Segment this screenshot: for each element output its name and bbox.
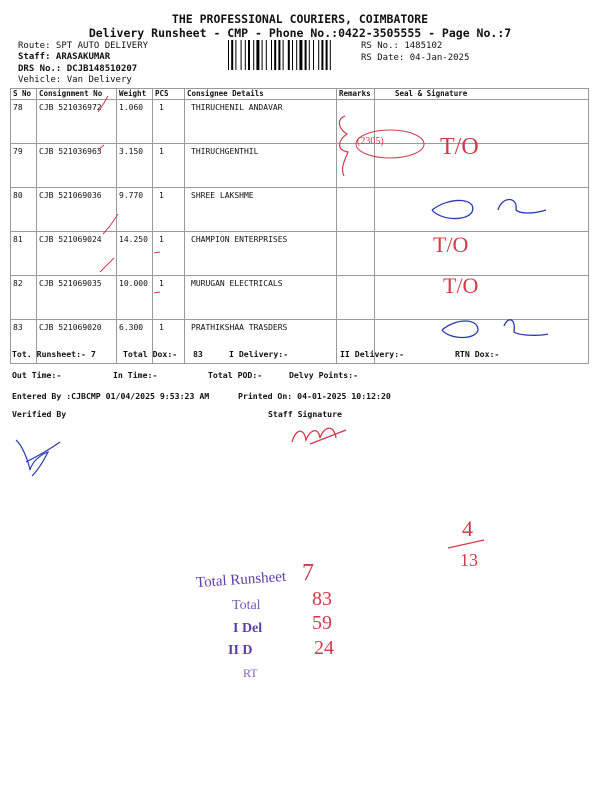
barcode-bar xyxy=(313,40,314,70)
stamp-line-runsheet: Total Runsheet xyxy=(195,568,287,592)
stamp-value-iidel: 24 xyxy=(314,637,334,659)
stamp-line-rtn: RT xyxy=(243,666,258,680)
barcode-bar xyxy=(330,40,331,70)
barcode-bar xyxy=(283,40,284,70)
cell-remarks xyxy=(337,188,375,232)
cell-pcs: 1 xyxy=(153,100,185,144)
total-pod-label: Total POD:- xyxy=(208,370,263,380)
barcode-bar xyxy=(326,40,328,70)
barcode-bar xyxy=(228,40,229,70)
cell-consignment: CJB 521069035 xyxy=(37,276,117,320)
cell-consignment: CJB 521069024 xyxy=(37,232,117,276)
cell-consignee: MURUGAN ELECTRICALS xyxy=(185,276,337,320)
cell-remarks xyxy=(337,144,375,188)
barcode-bar xyxy=(271,40,272,70)
cell-sno: 79 xyxy=(11,144,37,188)
in-time-label: In Time:- xyxy=(113,370,158,380)
rs-date: RS Date: 04-Jan-2025 xyxy=(361,53,470,63)
cell-remarks xyxy=(337,276,375,320)
total-dox-value: 83 xyxy=(193,349,203,359)
cell-consignee: THIRUCHGENTHIL xyxy=(185,144,337,188)
staff-signature-label: Staff Signature xyxy=(268,409,342,419)
cell-sno: 78 xyxy=(11,100,37,144)
cell-pcs: 1 xyxy=(153,320,185,364)
col-consignment: Consignment No xyxy=(37,89,117,100)
table-row xyxy=(11,144,589,188)
cell-pcs: 1 xyxy=(153,188,185,232)
cell-sno: 81 xyxy=(11,232,37,276)
barcode-bar xyxy=(231,40,233,70)
col-sno: S No xyxy=(11,89,37,100)
staff-signature-scribble xyxy=(292,428,346,444)
ii-delivery-label: II Delivery:- xyxy=(340,349,405,359)
table-row xyxy=(11,320,589,364)
col-remarks: Remarks xyxy=(337,89,375,100)
i-delivery-label: I Delivery:- xyxy=(229,349,289,359)
barcode-bar xyxy=(235,40,236,70)
stamp-line-iidel: II D xyxy=(228,643,253,658)
col-seal: Seal & Signature xyxy=(375,89,589,100)
runsheet-subtitle: Delivery Runsheet - CMP - Phone No.:0422-3505555 - Page No.:7 xyxy=(88,26,512,40)
stamp-value-total: 83 xyxy=(312,588,332,610)
cell-pcs: 1 xyxy=(153,232,185,276)
cell-seal xyxy=(375,144,589,188)
table-header-row xyxy=(11,89,589,100)
barcode-bar xyxy=(241,40,242,70)
cell-consignee: PRATHIKSHAA TRASDERS xyxy=(185,320,337,364)
row82-seal-text: T/O xyxy=(443,273,479,298)
barcode-bar xyxy=(318,40,319,70)
drs-label: DRS No.: DCJB148510207 xyxy=(18,64,138,74)
cell-sno: 80 xyxy=(11,188,37,232)
cell-weight: 9.770 xyxy=(117,188,153,232)
barcode-bar xyxy=(296,40,297,70)
cell-consignment: CJB 521036972 xyxy=(37,100,117,144)
stamp-line-idel: I Del xyxy=(233,621,263,636)
cell-weight: 14.250 xyxy=(117,232,153,276)
cell-sno: 82 xyxy=(11,276,37,320)
verified-signature xyxy=(16,440,60,476)
tot-runsheet: Tot. Runsheet:- 7 xyxy=(12,349,96,359)
barcode-bar xyxy=(253,40,254,70)
cell-seal xyxy=(375,276,589,320)
barcode-bar xyxy=(292,40,293,70)
cell-consignment: CJB 521036963 xyxy=(37,144,117,188)
rs-number: RS No.: 1485102 xyxy=(361,41,443,51)
col-pcs: PCS xyxy=(153,89,185,100)
entered-by: Entered By :CJBCMP 01/04/2025 9:53:23 AM xyxy=(12,391,210,401)
vehicle-label: Vehicle: Van Delivery xyxy=(18,75,132,85)
cell-weight: 10.000 xyxy=(117,276,153,320)
barcode-bar xyxy=(245,40,246,70)
table-row xyxy=(11,276,589,320)
barcode-bar xyxy=(274,40,276,70)
cell-consignee: SHREE LAKSHME xyxy=(185,188,337,232)
stamp-value-runsheet: 7 xyxy=(302,560,314,586)
row79-seal-text: T/O xyxy=(440,134,479,160)
cell-weight: 1.060 xyxy=(117,100,153,144)
stamp-line-total: Total xyxy=(232,598,261,613)
rtn-dox-label: RTN Dox:- xyxy=(455,349,500,359)
barcode-bar xyxy=(288,40,290,70)
runsheet-table xyxy=(10,88,589,364)
cell-pcs: 1 xyxy=(153,144,185,188)
printed-on: Printed On: 04-01-2025 10:12:20 xyxy=(238,391,391,401)
cell-seal xyxy=(375,100,589,144)
company-title: THE PROFESSIONAL COURIERS, COIMBATORE xyxy=(171,12,429,26)
table-row xyxy=(11,100,589,144)
barcode-bar xyxy=(299,40,302,70)
barcode-bar xyxy=(266,40,267,70)
col-weight: Weight xyxy=(117,89,153,100)
cell-consignment: CJB 521069036 xyxy=(37,188,117,232)
barcode-bar xyxy=(305,40,307,70)
staff-label: Staff: ARASAKUMAR xyxy=(18,52,111,62)
cell-seal xyxy=(375,188,589,232)
cell-consignment: CJB 521069020 xyxy=(37,320,117,364)
cell-consignee: THIRUCHENIL ANDAVAR xyxy=(185,100,337,144)
cell-remarks xyxy=(337,232,375,276)
total-dox-label: Total Dox:- xyxy=(123,349,178,359)
barcode-bar xyxy=(309,40,310,70)
page-fraction-top: 4 xyxy=(462,516,473,541)
barcode-bar xyxy=(248,40,250,70)
barcode-bar xyxy=(321,40,323,70)
barcode-bar xyxy=(256,40,259,70)
cell-seal xyxy=(375,232,589,276)
cell-weight: 3.150 xyxy=(117,144,153,188)
cell-pcs: 1 xyxy=(153,276,185,320)
stamp-value-idel: 59 xyxy=(312,612,332,634)
page-fraction-bottom: 13 xyxy=(460,550,478,570)
row81-seal-text: T/O xyxy=(433,232,469,257)
cell-sno: 83 xyxy=(11,320,37,364)
cell-weight: 6.300 xyxy=(117,320,153,364)
cell-consignee: CHAMPION ENTERPRISES xyxy=(185,232,337,276)
barcode xyxy=(228,40,354,70)
delvy-points-label: Delvy Points:- xyxy=(289,370,359,380)
table-row xyxy=(11,188,589,232)
route-label: Route: SPT AUTO DELIVERY xyxy=(18,41,149,51)
out-time-label: Out Time:- xyxy=(12,370,62,380)
row78-remark-text: (2305) xyxy=(357,136,384,147)
barcode-bar xyxy=(262,40,263,70)
col-consignee: Consignee Details xyxy=(185,89,337,100)
verified-by-label: Verified By xyxy=(12,409,67,419)
table-row xyxy=(11,232,589,276)
barcode-bar xyxy=(278,40,280,70)
